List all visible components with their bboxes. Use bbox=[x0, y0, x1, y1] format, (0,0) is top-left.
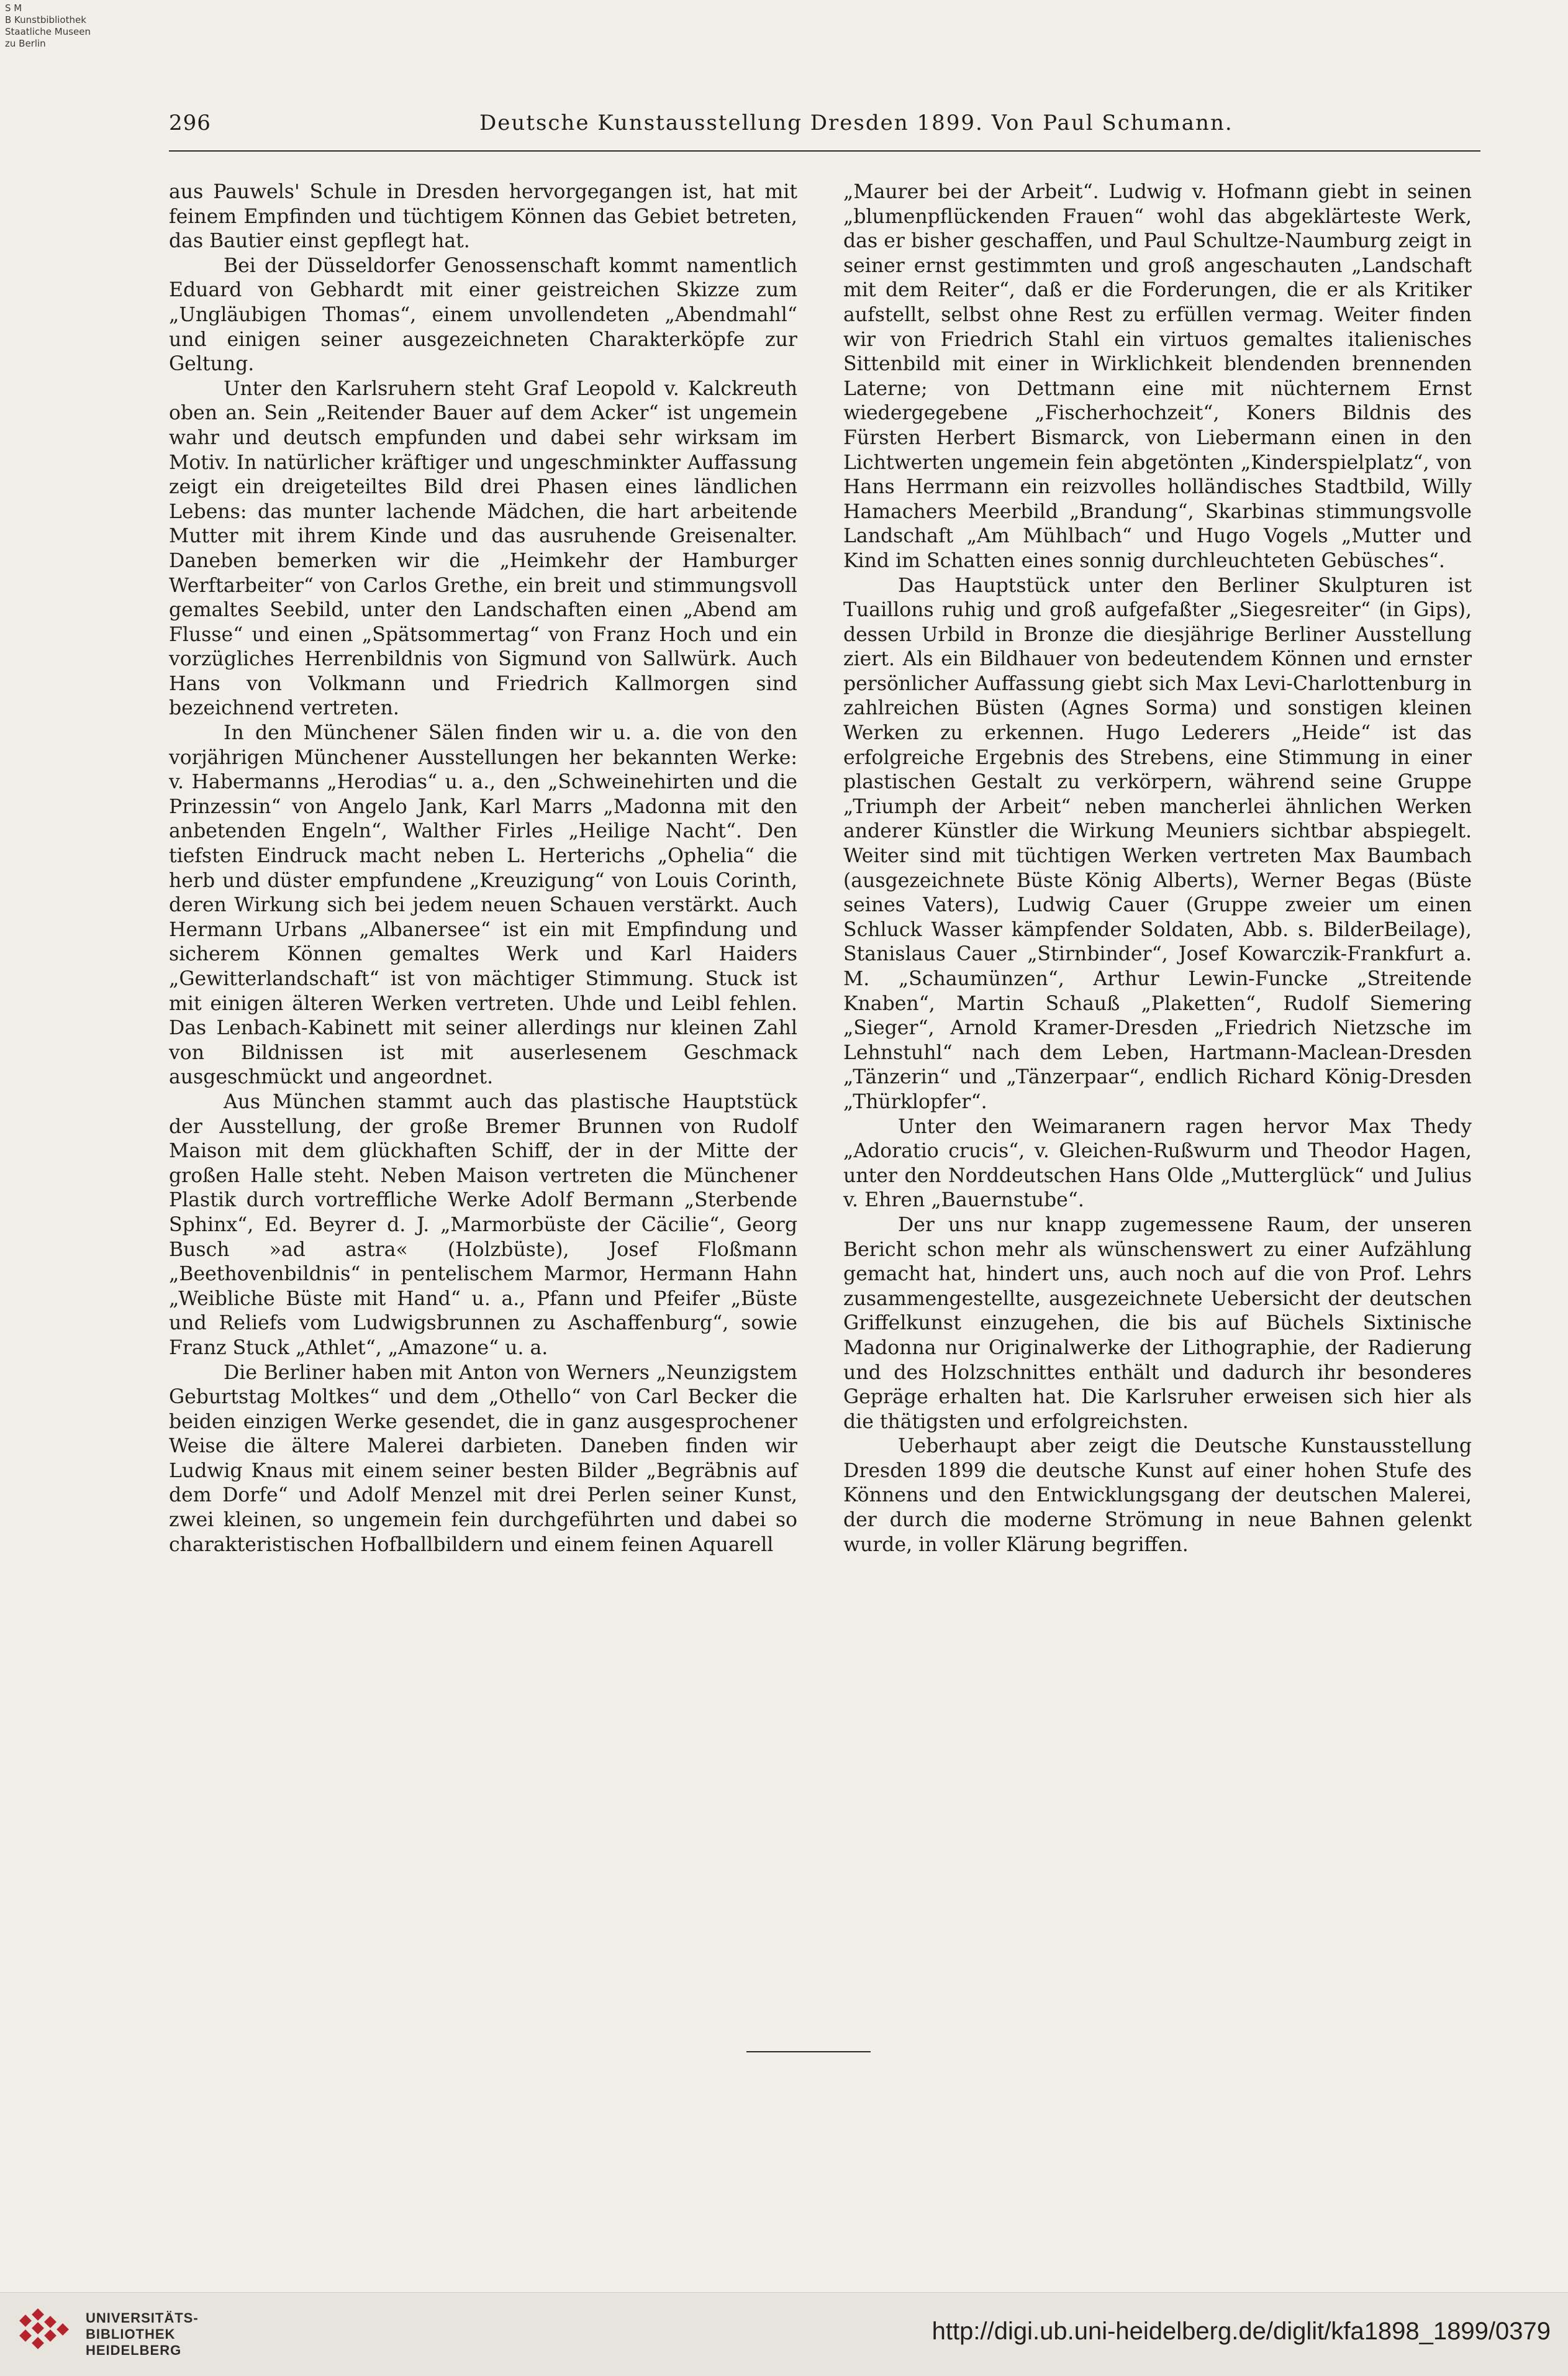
paragraph: „Maurer bei der Arbeit“. Ludwig v. Hofmann giebt in seinen „blumenpflückenden Frauen“ wohl das abgeklärteste Werk, das er bisher geschaffen, und Paul Schultze-Naumburg zeigt in seiner ernst gestimmten und groß angeschauten „Landschaft mit dem Reiter“, daß er die Forderungen, die er als Kritiker aufstellt, selbst ohne Rest zu erfüllen vermag. Weiter finden wir von Friedrich Stahl ein virtuos gemaltes italienisches Sittenbild mit einer in Wirklichkeit blendenden brennenden Laterne; von Dettmann eine mit nüchternem Ernst wiedergegebene „Fischerhochzeit“, Koners Bildnis des Fürsten Herbert Bismarck, von Liebermann einen in den Lichtwerten ungemein fein abgetönten „Kinderspielplatz“, von Hans Herrmann ein reizvolles holländisches Stadtbild, Willy Hamachers Meerbild „Brandung“, Skarbinas stimmungsvolle Landschaft „Am Mühlbach“ und Hugo Vogels „Mutter und Kind im Schatten eines sonnig durchleuchteten Gebüsches“. bbox=[843, 181, 1472, 572]
paragraph: aus Pauwels' Schule in Dresden hervorgegangen ist, hat mit feinem Empfinden und tüchtigem Können das Gebiet betreten, das Bautier einst gepflegt hat. bbox=[169, 181, 797, 253]
library-name-line: UNIVERSITÄTS- bbox=[86, 2310, 199, 2326]
page-number: 296 bbox=[169, 111, 211, 135]
stamp-line: Staatliche Museen bbox=[5, 26, 91, 37]
permalink-url[interactable]: http://digi.ub.uni-heidelberg.de/diglit/kfa1898_1899/0379 bbox=[931, 2318, 1551, 2345]
library-name-line: BIBLIOTHEK bbox=[86, 2326, 176, 2342]
library-name-line: HEIDELBERG bbox=[86, 2342, 182, 2358]
library-logo-icon bbox=[17, 2304, 77, 2364]
paragraph: Der uns nur knapp zugemessene Raum, der unseren Bericht schon mehr als wünschenswert zu einer Aufzählung gemacht hat, hindert uns, auch noch auf die von Prof. Lehrs zusammengestellte, ausgezeichnete Uebersicht der deutschen Griffelkunst einzugehen, die bis auf Büchels Sixtinische Madonna nur Originalwerke der Lithographie, der Radierung und des Holzschnittes enthält und dadurch ihr besonderes Gepräge erhalten hat. Die Karlsruher erweisen sich hier als die thätigsten und erfolgreichsten. bbox=[843, 1213, 1472, 1433]
paragraph: Aus München stammt auch das plastische Hauptstück der Ausstellung, der große Bremer Brunnen von Rudolf Maison mit dem glückhaften Schiff, der in der Mitte der großen Halle steht. Neben Maison vertreten die Münchener Plastik durch vortreffliche Werke Adolf Bermann „Sterbende Sphinx“, Ed. Beyrer d. J. „Marmorbüste der Cäcilie“, Georg Busch »ad astra« (Holzbüste), Josef Floßmann „Beethovenbildnis“ in pentelischem Marmor, Hermann Hahn „Weibliche Büste mit Hand“ u. a., Pfann und Pfeifer „Büste und Reliefs vom Ludwigsbrunnen zu Aschaffenburg“, sowie Franz Stuck „Athlet“, „Amazone“ u. a. bbox=[169, 1090, 797, 1359]
paragraph: Die Berliner haben mit Anton von Werners „Neunzigstem Geburtstag Moltkes“ und dem „Othello“ von Carl Becker die beiden einzigen Werke gesendet, die in ganz ausgesprochener Weise die ältere Malerei darbieten. Daneben finden wir Ludwig Knaus mit einem seiner besten Bilder „Begräbnis auf dem Dorfe“ und Adolf Menzel mit drei Perlen seiner Kunst, zwei kleinen, so ungemein fein durchgeführten und dabei so charakteristischen Hofballbildern und einem feinen Aquarell bbox=[169, 1361, 797, 1556]
paragraph: Unter den Karlsruhern steht Graf Leopold v. Kalckreuth oben an. Sein „Reitender Bauer auf dem Acker“ ist ungemein wahr und deutsch empfunden und dabei sehr wirksam im Motiv. In natürlicher kräftiger und ungeschminkter Auffassung zeigt ein dreigeteiltes Bild drei Phasen eines ländlichen Lebens: das munter lachende Mädchen, die hart arbeitende Mutter mit ihrem Kinde und das ausruhende Greisenalter. Daneben bemerken wir die „Heimkehr der Hamburger Werftarbeiter“ von Carlos Grethe, ein breit und stimmungsvoll gemaltes Seebild, unter den Landschaften einen „Abend am Flusse“ und einen „Spätsommertag“ von Franz Hoch und ein vorzügliches Herrenbildnis von Sigmund von Sallwürk. Auch Hans von Volkmann und Friedrich Kallmorgen sind bezeichnend vertreten. bbox=[169, 377, 797, 720]
running-head bbox=[169, 111, 1480, 148]
digitization-footer bbox=[0, 2292, 1568, 2376]
paragraph: Ueberhaupt aber zeigt die Deutsche Kunstausstellung Dresden 1899 die deutsche Kunst auf einer hohen Stufe des Könnens und den Entwicklungsgang der deutschen Malerei, der durch die moderne Strömung in neue Bahnen gelenkt wurde, in voller Klärung begriffen. bbox=[843, 1435, 1472, 1556]
paragraph: Unter den Weimaranern ragen hervor Max Thedy „Adoratio crucis“, v. Gleichen-Rußwurm und Theodor Hagen, unter den Norddeutschen Hans Olde „Mutterglück“ und Julius v. Ehren „Bauernstube“. bbox=[843, 1115, 1472, 1212]
header-rule bbox=[169, 150, 1480, 152]
right-column bbox=[843, 180, 1472, 1557]
paragraph: In den Münchener Sälen finden wir u. a. die von den vorjährigen Münchener Ausstellungen her bekannten Werke: v. Habermanns „Herodias“ u. a., den „Schweinehirten und die Prinzessin“ von Angelo Jank, Karl Marrs „Madonna mit den anbetenden Engeln“, Walther Firles „Heilige Nacht“. Den tiefsten Eindruck macht neben L. Herterichs „Ophelia“ die herb und düster empfundene „Kreuzigung“ von Louis Corinth, deren Wirkung sich bei jedem neuen Schauen verstärkt. Auch Hermann Urbans „Albanersee“ ist ein mit Empfindung und sicherem Können gemaltes Werk und Karl Haiders „Gewitterlandschaft“ ist von mächtiger Stimmung. Stuck ist mit einigen älteren Werken vertreten. Uhde und Leibl fehlen. Das Lenbach-Kabinett mit seiner allerdings nur kleinen Zahl von Bildnissen ist mit auserlesenem Geschmack ausgeschmückt und angeordnet. bbox=[169, 722, 797, 1089]
stamp-line: B Kunstbibliothek bbox=[5, 14, 86, 25]
end-rule bbox=[746, 2051, 871, 2052]
left-column bbox=[169, 180, 797, 1557]
stamp-line: S M bbox=[5, 2, 22, 14]
library-stamp bbox=[5, 2, 91, 50]
running-title: Deutsche Kunstausstellung Dresden 1899. Von Paul Schumann. bbox=[479, 111, 1233, 135]
paragraph: Das Hauptstück unter den Berliner Skulpturen ist Tuaillons ruhig und groß aufgefaßter „Siegesreiter“ (in Gips), dessen Urbild in Bronze die diesjährige Berliner Ausstellung ziert. Als ein Bildhauer von bedeutendem Können und ernster persönlicher Auffassung giebt sich Max Levi-Charlottenburg in zahlreichen Büsten (Agnes Sorma) und sonstigen kleinen Werken zu erkennen. Hugo Lederers „Heide“ ist das erfolgreiche Ergebnis des Strebens, eine Stimmung in einer plastischen Gestalt zu verkörpern, während seine Gruppe „Triumph der Arbeit“ neben mancherlei ähnlichen Werken anderer Künstler die Wirkung Meuniers sichtbar abspiegelt. Weiter sind mit tüchtigen Werken vertreten Max Baumbach (ausgezeichnete Büste König Alberts), Werner Begas (Büste seines Vaters), Ludwig Cauer (Gruppe zweier um einen Schluck Wasser kämpfender Soldaten, Abb. s. BilderBeilage), Stanislaus Cauer „Stirnbinder“, Josef Kowarczik-Frankfurt a. M. „Schaumünzen“, Arthur Lewin-Funcke „Streitende Knaben“, Martin Schauß „Plaketten“, Rudolf Siemering „Sieger“, Arnold Kramer-Dresden „Friedrich Nietzsche im Lehnstuhl“ nach dem Leben, Hartmann-Maclean-Dresden „Tänzerin“ und „Tänzerpaar“, endlich Richard König-Dresden „Thürklopfer“. bbox=[843, 574, 1472, 1113]
library-name bbox=[86, 2310, 199, 2359]
stamp-line: zu Berlin bbox=[5, 38, 46, 49]
paragraph: Bei der Düsseldorfer Genossenschaft kommt namentlich Eduard von Gebhardt mit einer geistreichen Skizze zum „Ungläubigen Thomas“, einem unvollendeten „Abendmahl“ und einigen seiner ausgezeichneten Charakterköpfe zur Geltung. bbox=[169, 254, 797, 376]
